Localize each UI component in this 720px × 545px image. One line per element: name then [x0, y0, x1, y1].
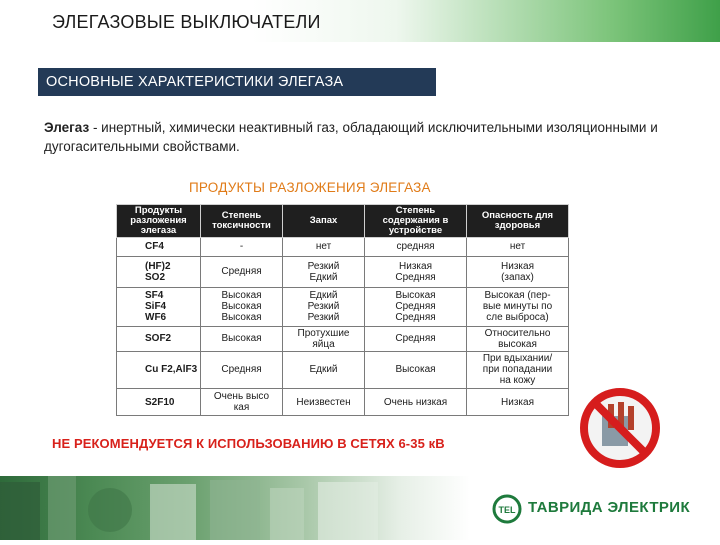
page-title: ЭЛЕГАЗОВЫЕ ВЫКЛЮЧАТЕЛИ	[52, 12, 321, 32]
table-cell: нет	[283, 238, 365, 257]
table-cell: Резкий Едкий	[283, 256, 365, 287]
table-cell: SOF2	[117, 326, 201, 351]
table-cell: Едкий Резкий Резкий	[283, 287, 365, 326]
table-cell: Очень низкая	[365, 389, 467, 416]
table-cell: Очень высо кая	[201, 389, 283, 416]
table-cell: Высокая Высокая Высокая	[201, 287, 283, 326]
logo-mark-text: TEL	[498, 505, 516, 515]
table-cell: Высокая (пер- вые минуты по сле выброса)	[467, 287, 569, 326]
table-cell: SF4 SiF4 WF6	[117, 287, 201, 326]
table-cell: Низкая Средняя	[365, 256, 467, 287]
title-bar	[0, 0, 720, 42]
table-cell: Cu F2,AlF3	[117, 351, 201, 388]
table-cell: Низкая	[467, 389, 569, 416]
table-cell: Средняя	[201, 256, 283, 287]
table-row	[117, 256, 569, 287]
warning-text: НЕ РЕКОМЕНДУЕТСЯ К ИСПОЛЬЗОВАНИЮ В СЕТЯХ 6-35 кВ	[52, 436, 445, 451]
brand-logo-text: ТАВРИДА ЭЛЕКТРИК	[528, 499, 691, 516]
table-row	[117, 326, 569, 351]
table-cell: Средняя	[365, 326, 467, 351]
table-cell: Средняя	[201, 351, 283, 388]
tel-logo-icon	[492, 494, 522, 524]
intro-paragraph	[44, 118, 684, 156]
decomposition-table	[116, 204, 569, 416]
table-cell: Едкий	[283, 351, 365, 388]
table-cell: Высокая Средняя Средняя	[365, 287, 467, 326]
column-header-odor: Запах	[283, 205, 365, 238]
table-row	[117, 238, 569, 257]
equipment-photo-collage	[0, 476, 470, 540]
column-header-products: Продукты разложения элегаза	[117, 205, 201, 238]
column-header-toxicity: Степень токсичности	[201, 205, 283, 238]
table-header-row	[117, 205, 569, 238]
table-cell: Протухшие яйца	[283, 326, 365, 351]
table-cell: При вдыхании/ при попадании на кожу	[467, 351, 569, 388]
table-cell: CF4	[117, 238, 201, 257]
table-cell: (HF)2 SO2	[117, 256, 201, 287]
table-cell: Высокая	[365, 351, 467, 388]
column-header-hazard: Опасность для здоровья	[467, 205, 569, 238]
section-title: ОСНОВНЫЕ ХАРАКТЕРИСТИКИ ЭЛЕГАЗА	[46, 74, 344, 90]
table-cell: средняя	[365, 238, 467, 257]
prohibition-sign-icon	[578, 386, 662, 470]
table-cell: нет	[467, 238, 569, 257]
table-row	[117, 287, 569, 326]
intro-text: - инертный, химически неактивный газ, обладающий исключительными изоляционными и дугогасительными свойствами.	[44, 120, 658, 154]
table-cell: Неизвестен	[283, 389, 365, 416]
table-title: ПРОДУКТЫ РАЗЛОЖЕНИЯ ЭЛЕГАЗА	[189, 180, 431, 195]
table-cell: Высокая	[201, 326, 283, 351]
table-row	[117, 351, 569, 388]
column-header-content: Степень содержания в устройстве	[365, 205, 467, 238]
table-row	[117, 389, 569, 416]
intro-term: Элегаз	[44, 120, 90, 135]
table-cell: Относительно высокая	[467, 326, 569, 351]
table-cell: -	[201, 238, 283, 257]
footer-photo-strip	[0, 476, 470, 540]
table-cell: S2F10	[117, 389, 201, 416]
table-cell: Низкая (запах)	[467, 256, 569, 287]
section-header	[38, 68, 436, 96]
